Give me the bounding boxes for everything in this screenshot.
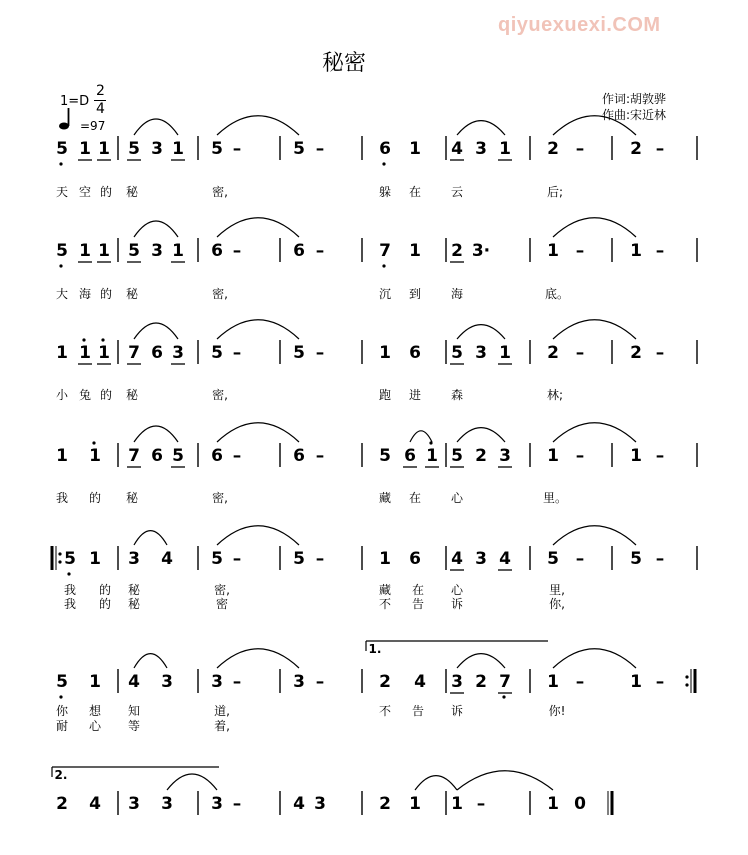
lyric: 的 xyxy=(99,185,113,199)
slur-arc xyxy=(217,116,299,135)
lyric: 密, xyxy=(212,185,228,199)
note: 5 xyxy=(293,139,305,159)
note: 2 xyxy=(379,794,391,814)
note: 3 xyxy=(314,794,326,814)
note: 2 xyxy=(475,446,487,466)
slur-arc xyxy=(167,774,217,790)
lyric-second-verse: 心 xyxy=(88,719,102,733)
note: 1 xyxy=(547,241,559,261)
note: 1 xyxy=(499,139,511,159)
note: 3 xyxy=(211,672,223,692)
note: 5 xyxy=(293,549,305,569)
lyric: 藏 xyxy=(378,491,392,505)
note: 3 xyxy=(172,343,184,363)
lyric: 藏 xyxy=(378,583,392,597)
lyric-second-verse: 着, xyxy=(214,719,230,733)
note: 5 xyxy=(128,241,140,261)
slur-arc xyxy=(134,221,178,237)
lyric: 秘 xyxy=(125,388,139,402)
volta-label: 2. xyxy=(54,768,68,782)
note: 3 xyxy=(499,446,511,466)
note: – xyxy=(315,549,325,569)
slur-arc xyxy=(217,526,299,545)
slur-arc xyxy=(134,426,178,442)
slur-arc xyxy=(217,423,299,442)
lyric: 里。 xyxy=(542,491,568,505)
note: – xyxy=(655,139,665,159)
note: 1 xyxy=(499,343,511,363)
lyric: 到 xyxy=(408,287,422,301)
note: 5 xyxy=(379,446,391,466)
volta-label: 1. xyxy=(368,642,382,656)
lyric: 密, xyxy=(214,583,230,597)
lyric: 云 xyxy=(450,185,464,199)
lyricist-credit: 作词:胡敦骅 xyxy=(602,92,667,106)
slur-arc xyxy=(553,649,636,668)
note: 1 xyxy=(98,343,110,363)
note: 5 xyxy=(630,549,642,569)
note: 5 xyxy=(56,139,68,159)
note: 1 xyxy=(172,139,184,159)
page-title: 秘密 xyxy=(322,51,367,76)
slur-arc xyxy=(134,119,178,135)
lyric: 秘 xyxy=(125,185,139,199)
note: – xyxy=(315,343,325,363)
lyric: 在 xyxy=(411,583,425,597)
note: 2 xyxy=(630,343,642,363)
lyric: 林; xyxy=(546,388,564,402)
note: 7 xyxy=(128,446,140,466)
note: – xyxy=(232,446,242,466)
octave-dot-below xyxy=(502,695,505,698)
note: 6 xyxy=(404,446,416,466)
lyric-second-verse: 秘 xyxy=(127,597,141,611)
lyric: 我 xyxy=(63,583,77,597)
key-signature: 1=D xyxy=(60,94,90,109)
lyric: 森 xyxy=(450,388,464,402)
note: 1 xyxy=(98,241,110,261)
note: 1 xyxy=(630,672,642,692)
lyric: 我 xyxy=(55,491,69,505)
note: 0 xyxy=(574,794,586,814)
note: 5 xyxy=(451,446,463,466)
time-signature-top: 2 xyxy=(96,83,105,99)
note: 2 xyxy=(547,139,559,159)
watermark: qiyuexuexi.COM xyxy=(498,14,661,36)
note: 1 xyxy=(630,446,642,466)
octave-dot-below xyxy=(59,695,62,698)
lyric: 躲 xyxy=(378,185,392,199)
note: 7 xyxy=(379,241,391,261)
note: 3 xyxy=(451,672,463,692)
note: 5 xyxy=(56,672,68,692)
note: 6 xyxy=(151,446,163,466)
lyric: 密, xyxy=(212,491,228,505)
note: – xyxy=(655,446,665,466)
lyric: 底。 xyxy=(544,287,570,301)
note: 1 xyxy=(409,241,421,261)
note: 5 xyxy=(64,549,76,569)
note: 3 xyxy=(151,241,163,261)
note: 3 xyxy=(475,549,487,569)
note: 1 xyxy=(379,343,391,363)
note: – xyxy=(232,672,242,692)
note: 5 xyxy=(56,241,68,261)
note: 2 xyxy=(475,672,487,692)
note: 2 xyxy=(630,139,642,159)
note: – xyxy=(575,549,585,569)
lyric: 的 xyxy=(88,491,102,505)
octave-dot-above xyxy=(101,338,104,341)
note: 4 xyxy=(451,139,463,159)
note: 5 xyxy=(128,139,140,159)
note: – xyxy=(575,139,585,159)
note: 1 xyxy=(79,343,91,363)
note: 1 xyxy=(409,139,421,159)
note: 3 xyxy=(161,794,173,814)
lyric: 不 xyxy=(378,704,392,718)
note: 3 xyxy=(128,794,140,814)
note: 3 xyxy=(293,672,305,692)
lyric: 你! xyxy=(548,704,566,718)
lyric-second-verse: 等 xyxy=(127,719,141,733)
lyric: 诉 xyxy=(450,704,464,718)
octave-dot-below xyxy=(59,162,62,165)
note: 3 xyxy=(475,343,487,363)
lyric: 想 xyxy=(88,704,102,718)
lyric: 天 xyxy=(55,185,69,199)
note: – xyxy=(655,241,665,261)
note: 6 xyxy=(293,446,305,466)
note: – xyxy=(315,139,325,159)
lyric: 秘 xyxy=(125,491,139,505)
note: 1 xyxy=(547,794,559,814)
lyric: 密, xyxy=(212,388,228,402)
note: 7 xyxy=(128,343,140,363)
note: 2 xyxy=(56,794,68,814)
note: 1 xyxy=(79,139,91,159)
note: 7 xyxy=(499,672,511,692)
note: – xyxy=(232,139,242,159)
note: 4 xyxy=(451,549,463,569)
lyric: 心 xyxy=(450,491,464,505)
lyric: 心 xyxy=(450,583,464,597)
note: – xyxy=(232,343,242,363)
note: – xyxy=(232,794,242,814)
note: 4 xyxy=(161,549,173,569)
slur-arc xyxy=(553,526,636,545)
note: – xyxy=(575,241,585,261)
lyric: 小 xyxy=(55,388,69,402)
slur-arc xyxy=(457,325,505,339)
slur-arc xyxy=(457,771,553,790)
lyric-second-verse: 不 xyxy=(378,597,392,611)
note: 1 xyxy=(451,794,463,814)
lyric-second-verse: 你, xyxy=(549,597,565,611)
note: 1 xyxy=(409,794,421,814)
note: – xyxy=(315,241,325,261)
slur-arc xyxy=(217,218,299,237)
lyric: 进 xyxy=(408,388,422,402)
lyric: 后; xyxy=(546,185,564,199)
lyric-second-verse: 我 xyxy=(63,597,77,611)
note: 5 xyxy=(172,446,184,466)
slur-arc xyxy=(217,649,299,668)
note: 3 xyxy=(211,794,223,814)
note: 4 xyxy=(128,672,140,692)
note: 1 xyxy=(547,446,559,466)
slur-arc xyxy=(553,320,636,339)
note: – xyxy=(655,672,665,692)
slur-arc xyxy=(553,116,636,135)
octave-dot-above xyxy=(92,441,95,444)
note: 6 xyxy=(409,549,421,569)
note: 4 xyxy=(414,672,426,692)
note: 6 xyxy=(211,446,223,466)
lyric: 的 xyxy=(98,583,112,597)
slur-arc xyxy=(134,323,178,339)
note: 4 xyxy=(499,549,511,569)
note: – xyxy=(476,794,486,814)
octave-dot-below xyxy=(67,572,70,575)
note: – xyxy=(655,343,665,363)
note: 6 xyxy=(151,343,163,363)
note: 1 xyxy=(89,446,101,466)
octave-dot-below xyxy=(382,264,385,267)
lyric: 秘 xyxy=(125,287,139,301)
lyric: 的 xyxy=(99,287,113,301)
lyric: 里, xyxy=(549,583,565,597)
lyric-second-verse: 诉 xyxy=(450,597,464,611)
note: 5 xyxy=(211,549,223,569)
note: 4 xyxy=(89,794,101,814)
lyric: 海 xyxy=(450,287,464,301)
note: 5 xyxy=(451,343,463,363)
lyric: 在 xyxy=(408,185,422,199)
lyric: 道, xyxy=(214,704,230,718)
repeat-dot xyxy=(58,560,61,563)
note: 3 xyxy=(475,139,487,159)
note: 1 xyxy=(630,241,642,261)
note: – xyxy=(315,672,325,692)
note: 1 xyxy=(56,446,68,466)
lyric: 你 xyxy=(55,704,69,718)
note: 2 xyxy=(451,241,463,261)
note: 3 xyxy=(128,549,140,569)
note: 1 xyxy=(172,241,184,261)
note: 1 xyxy=(79,241,91,261)
lyric: 空 xyxy=(78,185,92,199)
note: – xyxy=(232,241,242,261)
lyric: 密, xyxy=(212,287,228,301)
lyric: 在 xyxy=(408,491,422,505)
slur-arc xyxy=(134,531,167,545)
note: 5 xyxy=(547,549,559,569)
note: 5 xyxy=(211,343,223,363)
note: 2 xyxy=(547,343,559,363)
slur-arc xyxy=(415,776,457,790)
note: 6 xyxy=(379,139,391,159)
slur-arc xyxy=(134,654,167,668)
note: – xyxy=(655,549,665,569)
note: 1 xyxy=(56,343,68,363)
lyric: 告 xyxy=(411,704,425,718)
note: 1 xyxy=(89,549,101,569)
lyric: 跑 xyxy=(378,388,392,402)
note: 5 xyxy=(211,139,223,159)
slur-arc xyxy=(553,218,636,237)
note: 6 xyxy=(211,241,223,261)
note: 6 xyxy=(293,241,305,261)
note: – xyxy=(232,549,242,569)
lyric-second-verse: 密 xyxy=(215,597,229,611)
slur-arc xyxy=(217,320,299,339)
note: 3 xyxy=(151,139,163,159)
lyric: 沉 xyxy=(378,287,392,301)
note: 4 xyxy=(293,794,305,814)
note: 1 xyxy=(98,139,110,159)
note: – xyxy=(575,672,585,692)
octave-dot-below xyxy=(382,162,385,165)
note: 3 xyxy=(161,672,173,692)
note: 6 xyxy=(409,343,421,363)
composer-credit: 作曲:宋近林 xyxy=(602,108,667,122)
lyric-second-verse: 的 xyxy=(98,597,112,611)
note: 1 xyxy=(89,672,101,692)
slur-arc xyxy=(457,654,505,668)
tempo-marking: =97 xyxy=(80,119,106,133)
lyric: 知 xyxy=(127,704,141,718)
repeat-dot xyxy=(58,552,61,555)
lyric: 秘 xyxy=(127,583,141,597)
repeat-dot xyxy=(685,683,688,686)
note: 3· xyxy=(471,241,491,261)
octave-dot-below xyxy=(59,264,62,267)
note: 5 xyxy=(293,343,305,363)
lyric: 的 xyxy=(99,388,113,402)
octave-dot-above xyxy=(82,338,85,341)
time-signature-bottom: 4 xyxy=(96,101,105,117)
slur-arc xyxy=(410,431,432,442)
lyric-second-verse: 告 xyxy=(411,597,425,611)
lyric: 兔 xyxy=(78,388,92,402)
slur-arc xyxy=(457,121,505,135)
note: – xyxy=(575,446,585,466)
slur-arc xyxy=(553,423,636,442)
repeat-dot xyxy=(685,675,688,678)
note: – xyxy=(575,343,585,363)
lyric: 大 xyxy=(55,287,69,301)
slur-arc xyxy=(457,428,505,442)
note: 1 xyxy=(547,672,559,692)
note: 1 xyxy=(426,446,438,466)
note: 2 xyxy=(379,672,391,692)
note: 1 xyxy=(379,549,391,569)
lyric-second-verse: 耐 xyxy=(55,719,69,733)
lyric: 海 xyxy=(78,287,92,301)
note: – xyxy=(315,446,325,466)
